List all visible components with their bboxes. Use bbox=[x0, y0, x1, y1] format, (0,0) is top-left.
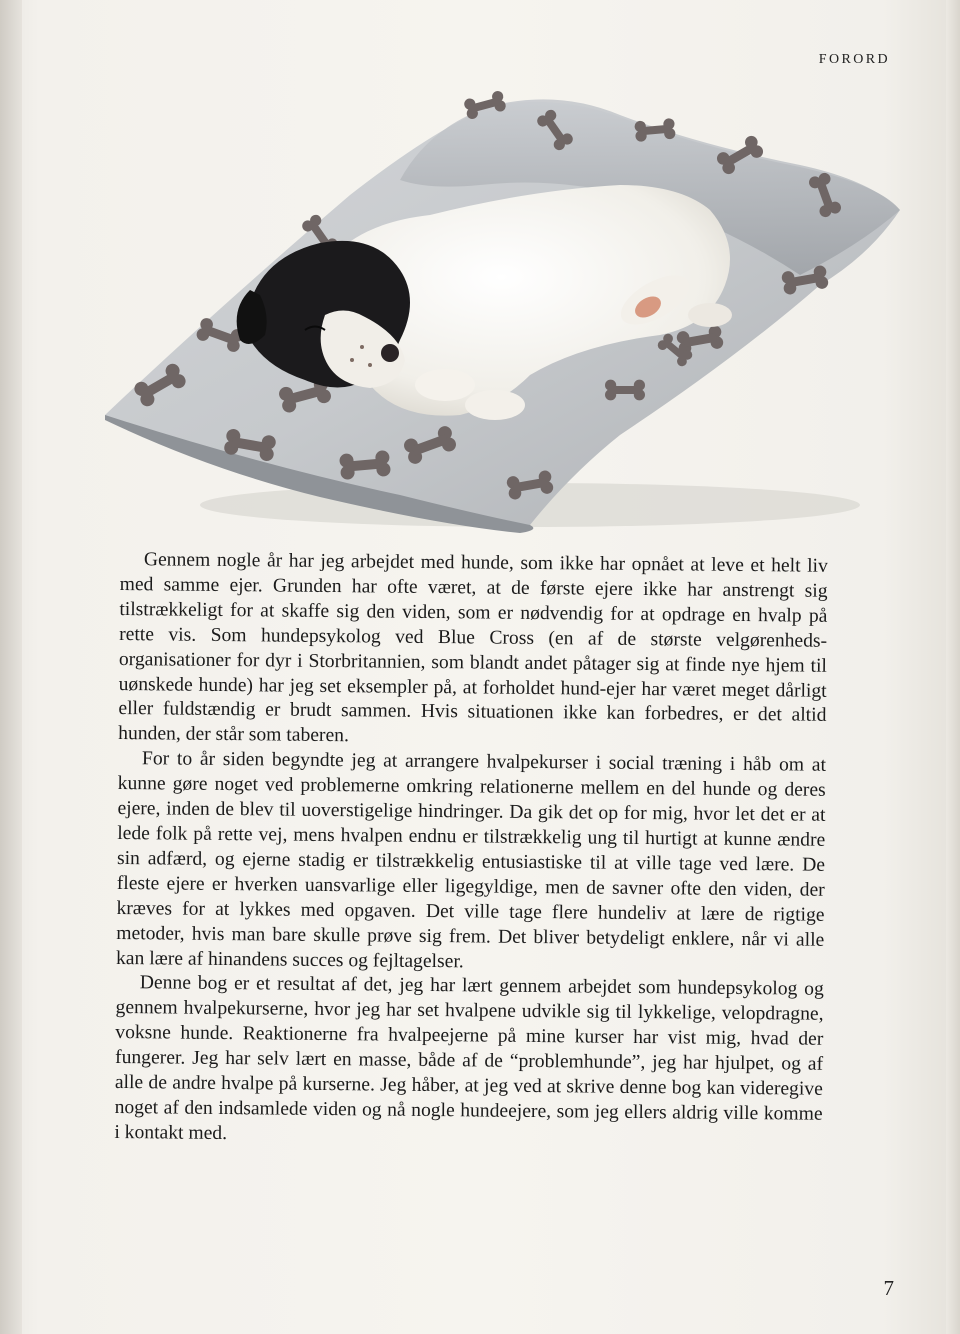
page-edge bbox=[946, 0, 960, 1334]
paragraph-2: For to år siden begyndte jeg at arrangere hvalpekurser i social træning i håb om at kunne gøre noget ved problemerne omkring relationerne mellem en del hunde og deres ejere, inden de blev til uoverstigelige hindringer. Da gik det op for mig, hvor let det er at lede folk på rette vej, mens hvalpen endnu er tilstrækkelig ung til hurtigt at kunne ændre sin adfærd, og ejerne stadig er tilstrækkelig entusiastiske til at ville tage ved lære. De fleste ejere er hverken uansvarlige eller ligegyldige, men de savner ofte den viden, der kræves for at lykkes med opgaven. Det ville tage flere hundeliv at lære de rigtige metoder, hvis man bare skulle prøve sig frem. Det bliver betydeligt enklere, når vi alle kan lære af hinandens succes og fejltagelser. bbox=[115, 748, 827, 972]
preface-body bbox=[114, 548, 828, 1153]
page-number: 7 bbox=[883, 1276, 894, 1300]
running-header: FORORD bbox=[818, 52, 890, 67]
paragraph-1: Gennem nogle år har jeg arbejdet med hunde, som ikke har opnået at leve et helt liv med samme ejer. Grunden har ofte været, at de første ejere ikke har anstrengt sig tilstrækkeligt for at skaffe sig den viden, som er nødvendig for at opdrage en hvalp på rette vis. Som hundepsykolog ved Blue Cross (en af de største velgørenheds-organisationer for dyr i Storbritannien, som blandt andet påtager sig at finde nye hjem til uønskede hunde) har jeg set eksempler på, at forholdet hund-ejer har været meget dårligt eller fuldstændig er brudt sammen. Hvis situationen ikke kan forbedres, er det altid hunden, der står som taberen. bbox=[118, 549, 828, 747]
book-gutter bbox=[0, 0, 22, 1334]
puppy-on-cushion-photo bbox=[100, 85, 910, 535]
paragraph-3: Denne bog er et resultat af det, jeg har lært gennem arbejdet som hundepsykolog og gennem hvalpekurserne, hvor jeg har set hvalpene udvikle sig til lykkelige, velopdragne, voksne hunde. Reaktionerne fra hvalpeejerne på mine kurser har vist mig, hvad der fungerer. Jeg har selv lært en masse, både af de “problemhunde”, jeg har hjulpet, og af alle de andre hvalpe på kurserne. Jeg håber, at jeg ved at skrive denne bog kan videregive noget af den indsamlede viden og nå nogle hundeejere, som jeg ellers aldrig ville komme i kontakt med. bbox=[114, 972, 824, 1144]
